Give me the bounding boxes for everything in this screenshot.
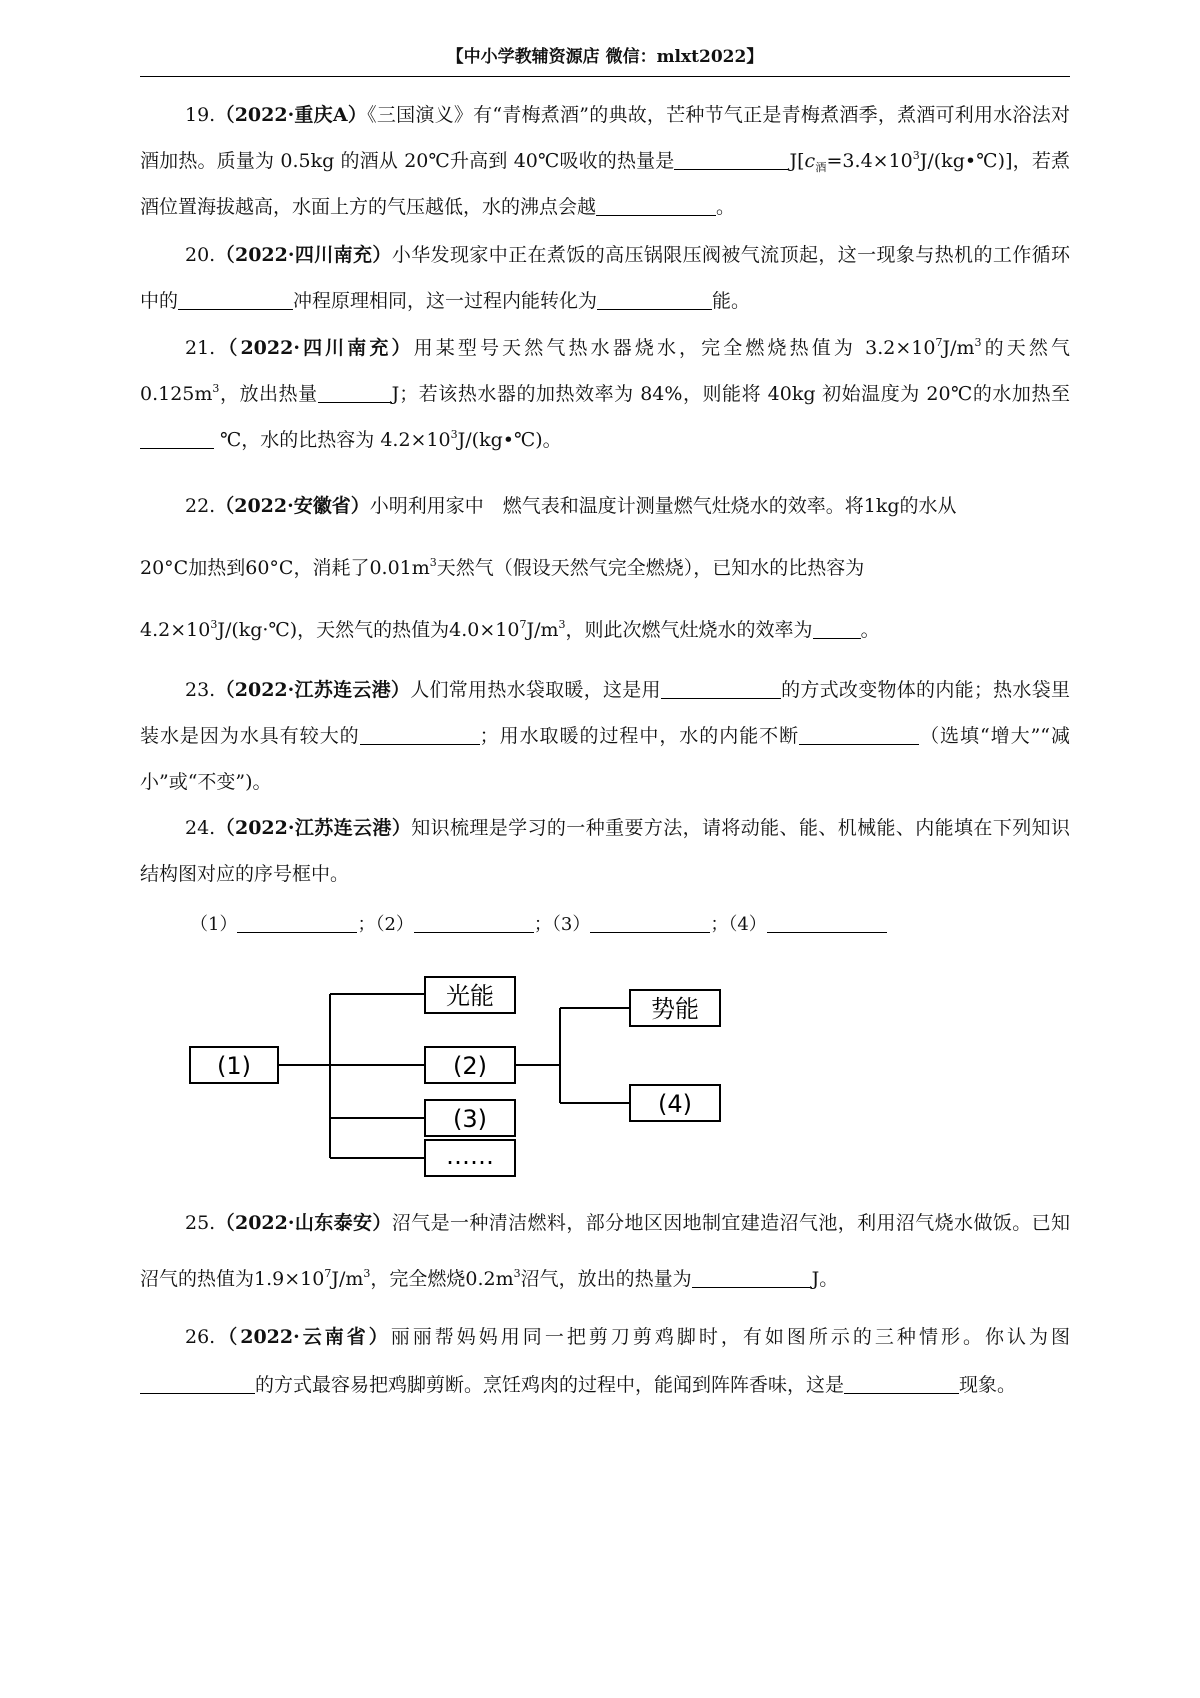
box-3-label: (3) <box>453 1105 487 1133</box>
page-header: 【中小学教辅资源店 微信：mlxt2022】 <box>140 42 1070 77</box>
box-1-label: (1) <box>217 1052 251 1080</box>
answer-blank[interactable] <box>318 383 392 403</box>
answer-blank[interactable] <box>140 1374 255 1394</box>
question-23: 23.（2022·江苏连云港）人们常用热水袋取暖，这是用 的方式改变物体的内能；热水袋里装水是因为水具有较大的 ；用水取暖的过程中，水的内能不断 （选填“增大”“减小”或“不变”)。 <box>140 679 1070 793</box>
box-4-label: (4) <box>658 1090 692 1118</box>
box-light-label: 光能 <box>446 982 494 1010</box>
question-24-answers: （1） ；（2） ；（3） ；（4） <box>190 910 887 936</box>
question-21: 21.（2022·四川南充）用某型号天然气热水器烧水，完全燃烧热值为 $3.2\times 10^7J/m^3$的天然气 $0.125m^3$，放出热量 J；若该热水器的加热效率为 84%，则能将 40kg 初始温度为 20℃的水加热至 ℃，水的比热容为 $4.2\times 10^3J/(kg•℃)$。 <box>140 336 1070 451</box>
question-24: 24.（2022·江苏连云港）知识梳理是学习的一种重要方法，请将动能、能、机械能、内能填在下列知识结构图对应的序号框中。 <box>140 817 1070 885</box>
box-2-label: (2) <box>453 1052 487 1080</box>
question-26: 26.（2022·云南省）丽丽帮妈妈用同一把剪刀剪鸡脚时，有如图所示的三种情形。你认为图的方式最容易把鸡脚剪断。烹饪鸡肉的过程中，能闻到阵阵香味，这是 现象。 <box>140 1313 1070 1409</box>
answer-blank[interactable] <box>414 914 534 933</box>
answer-blank[interactable] <box>590 914 710 933</box>
answer-blank[interactable] <box>692 1268 812 1288</box>
answer-blank[interactable] <box>767 914 887 933</box>
question-25: 25.（2022·山东泰安）沼气是一种清洁燃料，部分地区因地制宜建造沼气池，利用沼气烧水做饭。已知沼气的热值为$1.9\times 10^7J/m^3$，完全燃烧$0.2m^3$沼气，放出的热量为 J。 <box>140 1212 1070 1290</box>
question-22: 22.（2022·安徽省）小明利用家中 燃气表和温度计测量燃气灶烧水的效率。将1kg的水从 20°C加热到60°C，消耗了$0.01m^3$天然气（假设天然气完全燃烧），已知水的比热容为 $4.2\times 10^3J/(kg\cdot℃)$，天然气的热值为$4.0\times 10^7J/m^3$，则此次燃气灶烧水的效率为 。 <box>140 495 957 641</box>
answer-blank[interactable] <box>674 150 789 170</box>
answer-blank[interactable] <box>178 290 293 310</box>
answer-blank[interactable] <box>596 196 716 216</box>
question-19: 19.（2022·重庆A）《三国演义》有“青梅煮酒”的典故，芒种节气正是青梅煮酒季，煮酒可利用水浴法对酒加热。质量为 0.5kg 的酒从 20℃升高到 40℃吸收的热量是 $J[c_酒=3.4\times 10^3J/(kg•℃)]$，若煮酒位置海拔越高，水面上方的气压越低，水的沸点会越 。 <box>140 104 1070 218</box>
knowledge-structure-diagram <box>180 950 800 1190</box>
answer-blank[interactable] <box>597 290 712 310</box>
answer-blank[interactable] <box>799 725 919 745</box>
question-20: 20.（2022·四川南充）小华发现家中正在煮饭的高压锅限压阀被气流顶起，这一现象与热机的工作循环中的 冲程原理相同，这一过程内能转化为 能。 <box>140 244 1070 312</box>
answer-blank[interactable] <box>140 429 214 449</box>
answer-blank[interactable] <box>237 914 357 933</box>
answer-blank[interactable] <box>813 619 861 639</box>
box-more-label: …… <box>446 1142 494 1170</box>
answer-blank[interactable] <box>844 1374 959 1394</box>
answer-blank[interactable] <box>661 679 781 699</box>
box-potential-label: 势能 <box>651 995 699 1023</box>
answer-blank[interactable] <box>360 725 480 745</box>
